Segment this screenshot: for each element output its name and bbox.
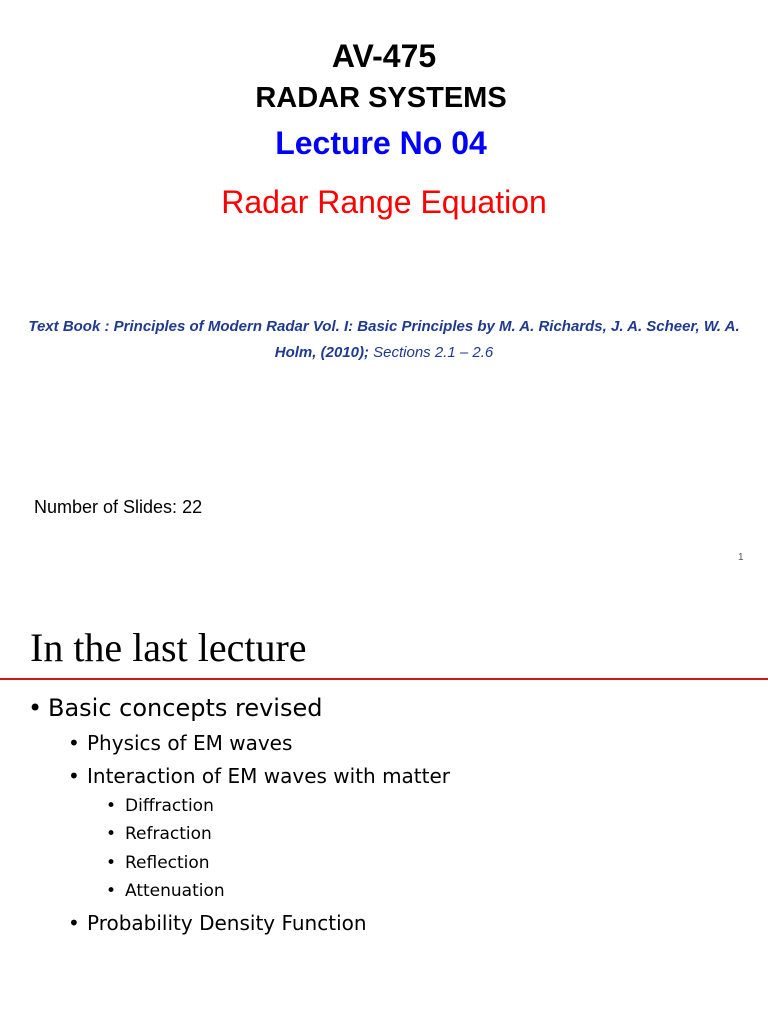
bullet-text: Attenuation: [125, 881, 225, 901]
textbook-reference: [18, 314, 750, 366]
bullet-text: Interaction of EM waves with matter: [87, 764, 451, 788]
bullet-item: [106, 794, 214, 818]
bullet-icon: •: [68, 911, 80, 935]
lecture-topic: Radar Range Equation: [221, 184, 547, 220]
slide-title: In the last lecture: [30, 625, 307, 670]
bullet-icon: •: [106, 881, 117, 901]
recap-slide: [0, 600, 768, 1024]
slide-count-value: 22: [182, 497, 203, 517]
textbook-citation: Text Book : Principles of Modern Radar Vol. I: Basic Principles by M. A. Richards, J. A. Scheer, W. A. Holm, (2010);: [28, 318, 740, 361]
bullet-text: Reflection: [125, 853, 210, 873]
bullet-icon: •: [68, 764, 80, 788]
bullet-icon: •: [106, 853, 117, 873]
bullet-icon: •: [106, 796, 117, 816]
course-code: AV-475: [331, 38, 437, 74]
bullet-item: [68, 729, 292, 757]
slide-count: [34, 494, 202, 520]
bullet-text: Probability Density Function: [87, 911, 367, 935]
bullet-text: Basic concepts revised: [48, 694, 323, 722]
bullet-item: [106, 822, 212, 846]
bullet-icon: •: [68, 731, 80, 755]
bullet-icon: •: [28, 694, 43, 722]
bullet-item: [28, 692, 322, 724]
bullet-text: Diffraction: [125, 796, 214, 816]
bullet-text: Physics of EM waves: [87, 731, 293, 755]
course-name: RADAR SYSTEMS: [255, 82, 507, 114]
page-number: 1: [738, 552, 744, 563]
bullet-item: [68, 762, 450, 790]
title-divider: [0, 678, 768, 680]
bullet-item: [68, 909, 367, 937]
textbook-sections: Sections 2.1 – 2.6: [373, 344, 494, 361]
bullet-item: [106, 879, 225, 903]
bullet-icon: •: [106, 824, 117, 844]
bullet-text: Refraction: [125, 824, 212, 844]
lecture-number: Lecture No 04: [275, 125, 487, 161]
bullet-item: [106, 851, 210, 875]
slide-count-label: Number of Slides:: [34, 497, 178, 517]
